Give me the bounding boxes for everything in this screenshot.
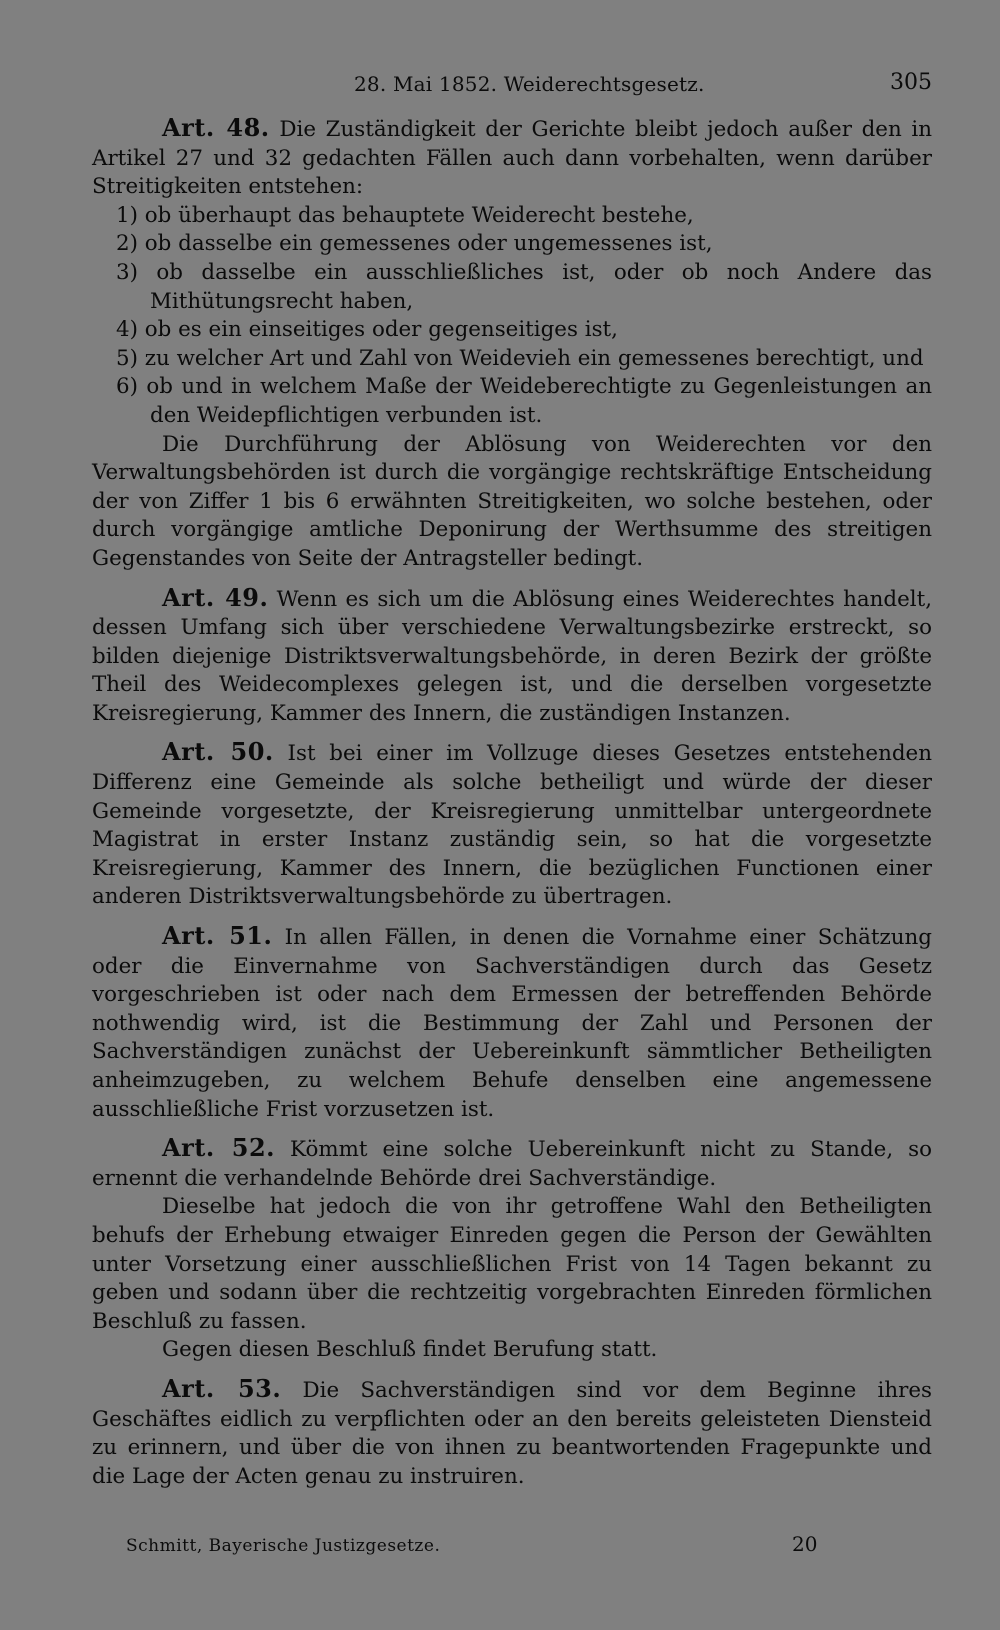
sheet-number: 20 — [792, 1532, 818, 1556]
list-item: 5) zu welcher Art und Zahl von Weidevieh ein gemessenes berechtigt, und — [116, 345, 924, 371]
article-48 — [92, 114, 932, 574]
list-item: 1) ob überhaupt das behauptete Weiderecht bestehe, — [116, 202, 694, 228]
article-52 — [92, 1134, 932, 1365]
article-48-list — [92, 202, 932, 431]
article-50 — [92, 738, 932, 912]
article-50-text — [92, 738, 932, 912]
article-53-text — [92, 1375, 932, 1491]
article-48-intro — [92, 114, 932, 202]
list-item: 2) ob dasselbe ein gemessenes oder ungemessenes ist, — [116, 231, 713, 257]
article-51 — [92, 922, 932, 1124]
article-50-body: Ist bei einer im Vollzuge dieses Gesetzes entstehenden Differenz eine Gemeinde als solche betheiligt und würde der dieser Gemeinde vorgesetzte, der Kreisregierung unmittelbar untergeordnete Magistrat in erster Instanz zuständig sein, so hat die vorgesetzte Kreisregierung, Kammer des Innern, die bezüglichen Functionen einer anderen Distriktsverwaltungsbehörde zu übertragen. — [92, 741, 932, 910]
article-51-text — [92, 922, 932, 1124]
article-52-body: Kömmt eine solche Uebereinkunft nicht zu Stande, so ernennt die verhandelnde Behörde drei Sachverständige. — [92, 1137, 932, 1191]
article-51-body: In allen Fällen, in denen die Vornahme einer Schätzung oder die Einvernahme von Sachverständigen durch das Gesetz vorgeschrieben ist oder nach dem Ermessen der betreffenden Behörde nothwendig wird, ist die Bestimmung der Zahl und Personen der Sachverständigen zunächst der Uebereinkunft sämmtlicher Betheiligten anheimzugeben, zu welchem Behufe denselben eine angemessene ausschließliche Frist vorzusetzen ist. — [92, 925, 932, 1122]
article-49 — [92, 584, 932, 729]
article-52-text — [92, 1134, 932, 1193]
article-52-paragraph-2: Dieselbe hat jedoch die von ihr getroffene Wahl den Betheiligten behufs der Erhebung etwaiger Einreden gegen die Person der Gewählten unter Vorsetzung einer ausschließlichen Frist von 14 Tagen bekannt zu geben und sodann über die rechtzeitig vorgebrachten Einreden förmlichen Beschluß zu fassen. — [92, 1194, 932, 1334]
page-number: 305 — [890, 70, 932, 95]
article-49-body: Wenn es sich um die Ablösung eines Weiderechtes handelt, dessen Umfang sich über verschiedene Verwaltungsbezirke erstreckt, so bilden diejenige Distriktsverwaltungsbehörde, in deren Bezirk der größte Theil des Weidecomplexes gelegen ist, und die derselben vorgesetzte Kreisregierung, Kammer des Innern, die zuständigen Instanzen. — [92, 586, 932, 726]
list-item: 4) ob es ein einseitiges oder gegenseitiges ist, — [116, 317, 618, 343]
article-53-label: Art. 53. — [162, 1373, 282, 1403]
article-48-label: Art. 48. — [162, 113, 270, 142]
article-48-intro-text: Die Zuständigkeit der Gerichte bleibt jedoch außer den in Artikel 27 und 32 gedachten Fällen auch dann vorbehalten, wenn darüber Streitigkeiten entstehen: — [92, 117, 932, 200]
article-50-label: Art. 50. — [162, 737, 274, 767]
article-53-body: Die Sachverständigen sind vor dem Beginne ihres Geschäftes eidlich zu verpflichten oder an den bereits geleisteten Diensteid zu erinnern, und über die von ihnen zu beantwortenden Fragepunkte und die Lage der Acten genau zu instruiren. — [92, 1377, 932, 1489]
header-title: 28. Mai 1852. Weiderechtsgesetz. — [354, 72, 705, 96]
article-49-label: Art. 49. — [162, 582, 269, 612]
article-53 — [92, 1375, 932, 1491]
article-49-text — [92, 584, 932, 729]
document-page — [92, 62, 932, 1562]
running-header — [92, 62, 932, 114]
article-52-label: Art. 52. — [162, 1133, 276, 1163]
list-item: 6) ob und in welchem Maße der Weideberechtigte zu Gegenleistungen an den Weidepflichtigen verbunden ist. — [116, 374, 932, 428]
article-48-after: Die Durchführung der Ablösung von Weiderechten vor den Verwaltungsbehörden ist durch die vorgängige rechtskräftige Entscheidung der von Ziffer 1 bis 6 erwähnten Streitigkeiten, wo solche bestehen, oder durch vorgängige amtliche Deponirung der Werthsumme des streitigen Gegenstandes von Seite der Antragsteller bedingt. — [92, 431, 932, 571]
page-footer — [92, 1532, 932, 1562]
printer-signature: Schmitt, Bayerische Justizgesetze. — [126, 1536, 441, 1556]
article-51-label: Art. 51. — [162, 921, 273, 951]
list-item: 3) ob dasselbe ein ausschließliches ist, oder ob noch Andere das Mithütungsrecht haben, — [116, 259, 932, 314]
article-52-paragraph-3: Gegen diesen Beschluß findet Berufung statt. — [162, 1337, 658, 1363]
